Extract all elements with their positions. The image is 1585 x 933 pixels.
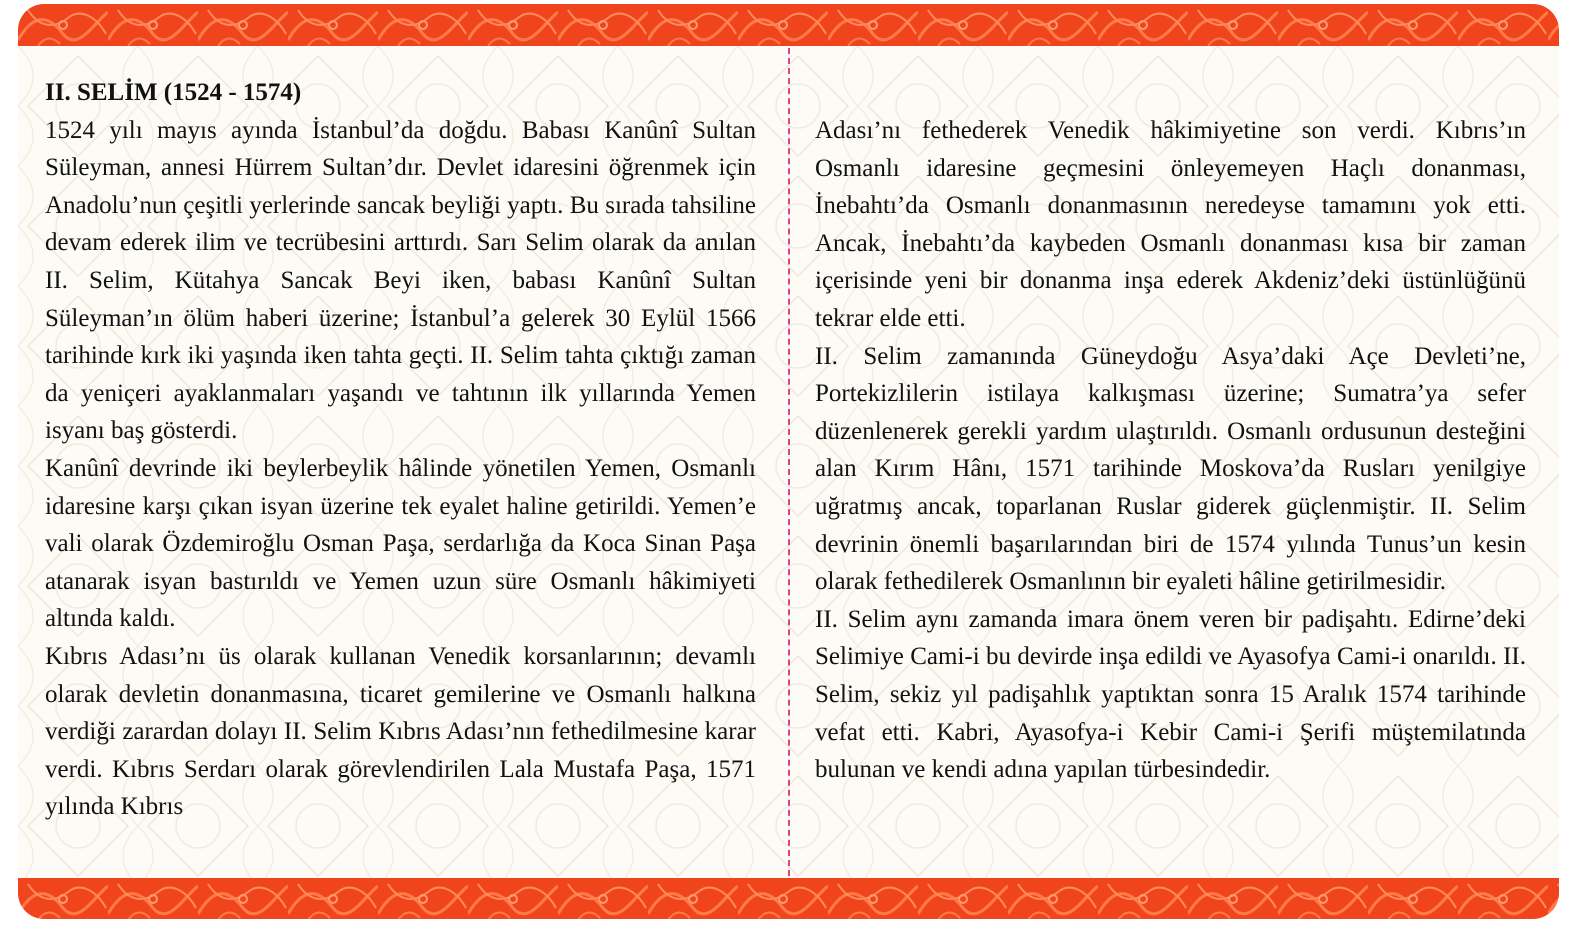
content-card [18,4,1559,919]
right-column [815,112,1526,789]
page-title: II. SELİM (1524 - 1574) [45,79,302,106]
paragraph: Kıbrıs Adası’nı üs olarak kullanan Venedik korsanlarının; devamlı olarak devletin donanmasına, ticaret gemilerine ve Osmanlı halkına verdiği zarardan dolayı II. Selim Kıbrıs Adası’nın fethedilmesine karar verdi. Kıbrıs Serdarı olarak görevlendirilen Lala Mustafa Paşa, 1571 yılında Kıbrıs [45,642,756,821]
top-ornament-band [18,4,1559,46]
paragraph: 1524 yılı mayıs ayında İstanbul’da doğdu. Babası Kanûnî Sultan Süleyman, annesi Hürrem Sultan’dır. Devlet idaresini öğrenmek için Anadolu’nun çeşitli yerlerinde sancak beyliği yaptı. Bu sırada tahsiline devam ederek ilim ve tecrübesini arttırdı. Sarı Selim olarak da anılan II. Selim, Kütahya Sancak Beyi iken, babası Kanûnî Sultan Süleyman’ın ölüm haberi üzerine; İstanbul’a gelerek 30 Eylül 1566 tarihinde kırk iki yaşında iken tahta geçti. II. Selim tahta çıktığı zaman da yeniçeri ayaklanmaları yaşandı ve tahtının ilk yıllarında Yemen isyanı baş gösterdi. [45,116,756,445]
paragraph: II. Selim zamanında Güneydoğu Asya’daki Açe Devleti’ne, Portekizlilerin istilaya kalkışması üzerine; Sumatra’ya sefer düzenlenerek gerekli yardım ulaştırıldı. Osmanlı ordusunun desteğini alan Kırım Hânı, 1571 tarihinde Moskova’da Rusları yenilgiye uğratmış ancak, toparlanan Ruslar giderek güçlenmiştir. II. Selim devrinin önemli başarılarından biri de 1574 yılında Tunus’un kesin olarak fethedilerek Osmanlının bir eyaleti hâline getirilmesidir. [815,342,1526,596]
paragraph: Adası’nı fethederek Venedik hâkimiyetine son verdi. Kıbrıs’ın Osmanlı idaresine geçmesini önleyemeyen Haçlı donanması, İnebahtı’da Osmanlı donanmasının neredeyse tamamını yok etti. Ancak, İnebahtı’da kaybeden Osmanlı donanması kısa bir zaman içerisinde yeni bir donanma inşa ederek Akdeniz’deki üstünlüğünü tekrar elde etti. [815,117,1526,332]
paragraph: Kanûnî devrinde iki beylerbeylik hâlinde yönetilen Yemen, Osmanlı idaresine karşı çıkan isyan üzerine tek eyalet haline getirildi. Yemen’e vali olarak Özdemiroğlu Osman Paşa, serdarlığa da Koca Sinan Paşa atanarak isyan bastırıldı ve Yemen uzun süre Osmanlı hâkimiyeti altında kaldı. [45,454,756,633]
paragraph: II. Selim aynı zamanda imara önem veren bir padişahtı. Edirne’deki Selimiye Cami-i bu devirde inşa edildi ve Ayasofya Cami-i onarıldı. II. Selim, sekiz yıl padişahlık yaptıktan sonra 15 Aralık 1574 tarihinde vefat etti. Kabri, Ayasofya-i Kebir Cami-i Şerifi müştemilatında bulunan ve kendi adına yapılan türbesindedir. [815,605,1526,784]
column-divider [788,48,790,876]
bottom-ornament-band [18,878,1559,919]
left-column [45,74,756,826]
